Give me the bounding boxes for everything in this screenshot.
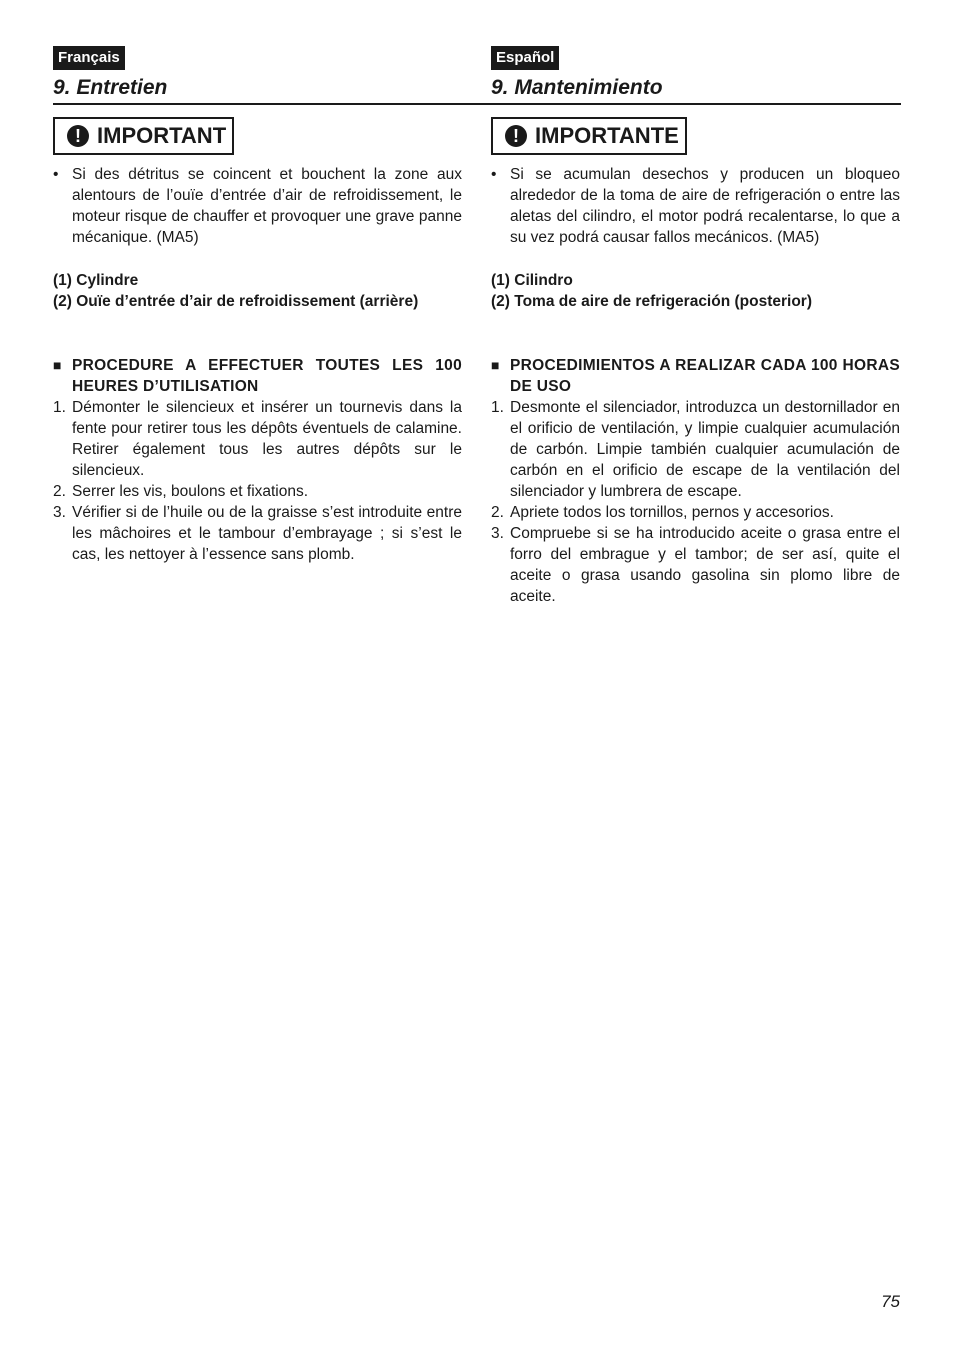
bullet-mark: •: [53, 166, 59, 183]
warning-icon: !: [67, 125, 89, 147]
step-number: 1.: [53, 399, 66, 416]
bullet-text-spanish: Si se acumulan desechos y producen un bloqueo alrededor de la toma de aire de refrigeración o entre las aletas del cilindro, el motor podrá recalentarse, lo que a su vez podrá causar fallos mecánicos. (MA5): [510, 166, 900, 246]
part-label: (1) Cylindre: [53, 272, 139, 289]
page-number: 75: [881, 1292, 900, 1311]
list-item: [491, 523, 900, 607]
step-text: Vérifier si de l’huile ou de la graisse s’est introduite entre les mâchoires et le tambour d’embrayage ; si s’est le cas, les nettoyer à l’essence sans plomb.: [72, 504, 462, 563]
part-label: (2) Toma de aire de refrigeración (posterior): [491, 293, 812, 310]
important-label-spanish: IMPORTANTE: [535, 123, 679, 148]
list-item: [491, 502, 900, 523]
square-bullet-icon: ■: [53, 357, 62, 373]
language-tab-french: Français: [53, 46, 125, 70]
section-title-spanish: 9. Mantenimiento: [491, 76, 663, 99]
steps-list-spanish: [491, 397, 900, 607]
procedure-heading-french: [53, 355, 462, 397]
step-text: Serrer les vis, boulons et fixations.: [72, 483, 309, 500]
procedure-heading-spanish: [491, 355, 900, 397]
list-item: [53, 502, 462, 565]
step-text: Desmonte el silenciador, introduzca un destornillador en el orificio de ventilación, y limpie cualquier acumulación de carbón. Limpie también cualquier acumulación de carbón en el orificio de escape de la ventilación del silenciador y lumbrera de escape.: [510, 399, 900, 500]
part-label: (1) Cilindro: [491, 272, 573, 289]
procedure-heading-text-french: PROCEDURE A EFFECTUER TOUTES LES 100 HEURES D’UTILISATION: [72, 357, 462, 395]
step-number: 3.: [491, 525, 504, 542]
important-box-spanish: [491, 117, 687, 155]
step-number: 2.: [491, 504, 504, 521]
list-item: [491, 397, 900, 502]
step-text: Apriete todos los tornillos, pernos y accesorios.: [510, 504, 834, 521]
parts-list-french: [53, 270, 462, 312]
warning-icon: !: [505, 125, 527, 147]
spanish-column: [491, 46, 900, 607]
important-label-french: IMPORTANT: [97, 123, 227, 148]
step-number: 1.: [491, 399, 504, 416]
section-title-french: 9. Entretien: [53, 76, 168, 99]
procedure-heading-text-spanish: PROCEDIMIENTOS A REALIZAR CADA 100 HORAS DE USO: [510, 357, 900, 395]
steps-list-french: [53, 397, 462, 565]
step-text: Compruebe si se ha introducido aceite o grasa entre el forro del embrague y el tambor; de ser así, quite el aceite o grasa usando gasolina sin plomo libre de aceite.: [510, 525, 900, 605]
list-item: [53, 481, 462, 502]
part-label: (2) Ouïe d’entrée d’air de refroidissement (arrière): [53, 293, 419, 310]
step-number: 2.: [53, 483, 66, 500]
language-tab-spanish: Español: [491, 46, 559, 70]
important-box-french: [53, 117, 234, 155]
list-item: [53, 397, 462, 481]
bullet-item-french: [53, 164, 462, 248]
header-divider: [53, 103, 901, 105]
step-text: Démonter le silencieux et insérer un tournevis dans la fente pour retirer tous les dépôts éventuels de calamine. Retirer également tous les autres dépôts sur le silencieux.: [72, 399, 462, 479]
bullet-item-spanish: [491, 164, 900, 248]
french-column: [53, 46, 462, 565]
parts-list-spanish: [491, 270, 900, 312]
bullet-mark: •: [491, 166, 497, 183]
square-bullet-icon: ■: [491, 357, 500, 373]
step-number: 3.: [53, 504, 66, 521]
bullet-text-french: Si des détritus se coincent et bouchent la zone aux alentours de l’ouïe d’entrée d’air de refroidissement, le moteur risque de chauffer et provoquer une grave panne mécanique. (MA5): [72, 166, 462, 246]
